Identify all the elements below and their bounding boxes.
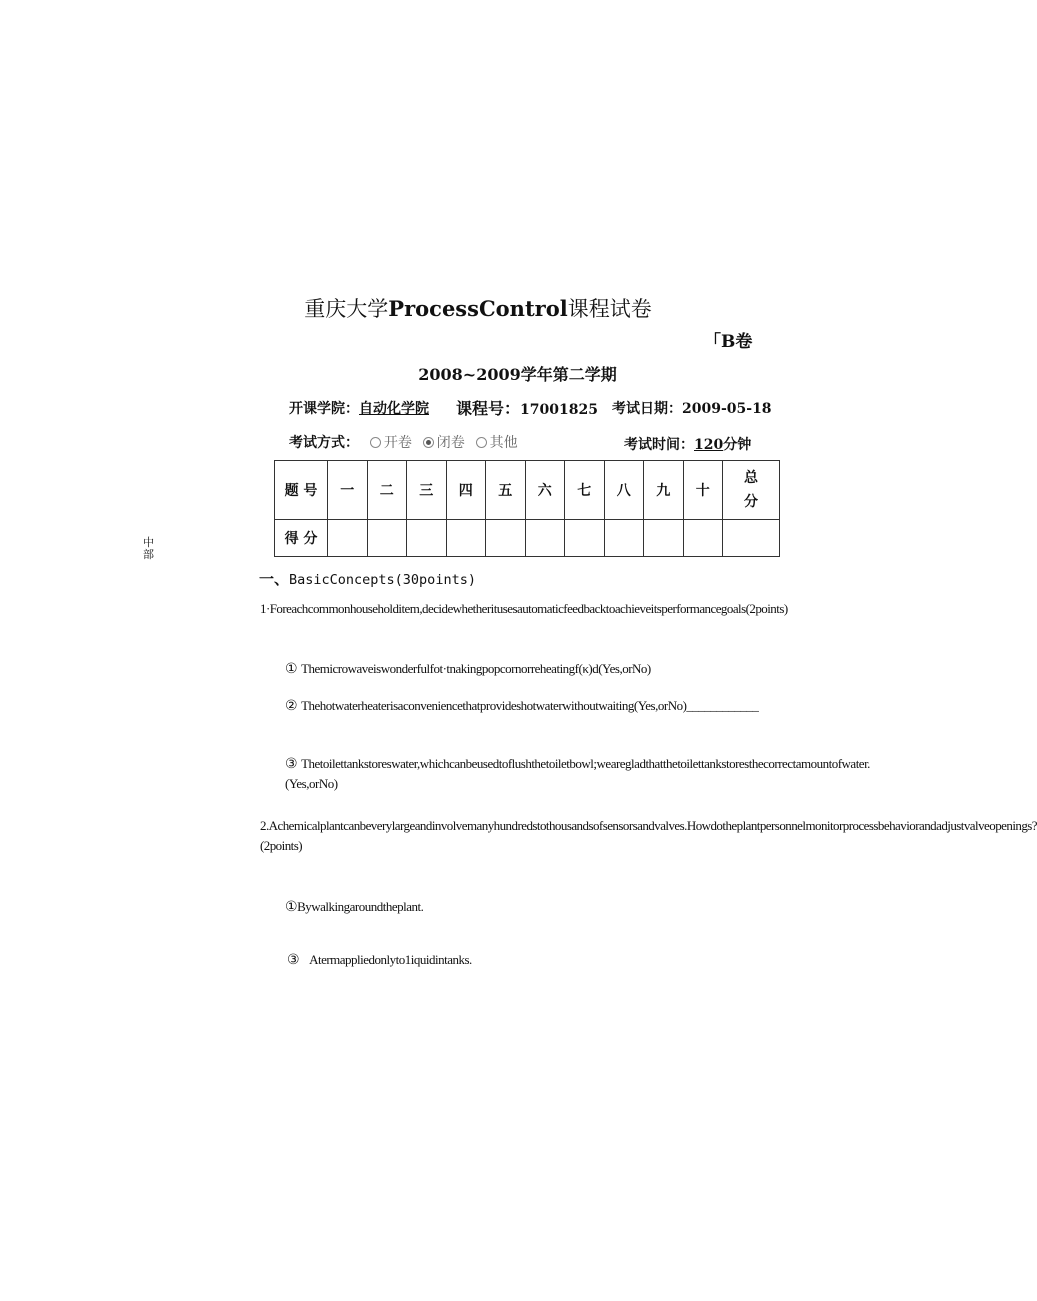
q2-item-1: ①Bywalkingaroundtheplant. — [285, 899, 424, 915]
college-value: 自动化学院 — [359, 401, 429, 417]
question-1: 1·Foreachcommonhouseholditem,decidewhetheritusesautomaticfeedbacktoachieveitsperformancegoals(2points) — [260, 601, 788, 616]
col-8: 八 — [604, 461, 644, 520]
total-label: 总 分 — [723, 461, 780, 520]
section-heading: 一、BasicConcepts(30points) — [259, 570, 476, 588]
score-row — [275, 520, 780, 557]
col-4: 四 — [446, 461, 486, 520]
score-cell[interactable] — [604, 520, 644, 557]
score-cell[interactable] — [525, 520, 565, 557]
score-cell-total[interactable] — [723, 520, 780, 557]
margin-note: 中部 — [143, 536, 154, 561]
exam-date-info: 考试日期：2009-05-18 — [612, 401, 772, 417]
score-cell[interactable] — [328, 520, 368, 557]
score-cell[interactable] — [683, 520, 723, 557]
exam-time-info: 考试时间：120分钟 — [624, 437, 752, 453]
question-2: 2.Achemicalplantcanbeverylargeandinvolvemanyhundredstothousandsofsensorsandvalves.Howdotheplantpersonnelmonitorprocessbehaviorandadjustvalveopenings?(2points) — [260, 818, 1037, 853]
score-label: 得 分 — [275, 520, 328, 557]
col-7: 七 — [565, 461, 605, 520]
q2-item-3: ③ Atermappliedonlyto1iquidintanks. — [287, 952, 472, 968]
col-1: 一 — [328, 461, 368, 520]
col-6: 六 — [525, 461, 565, 520]
radio-closed-book[interactable] — [423, 437, 434, 448]
q1-item-3: ③ Thetoilettankstoreswater,whichcanbeusedtoflushthetoiletbowl;wearegladthatthetoilettankstoresthecorrectamountofwater.(Yes,orNo) — [285, 756, 870, 791]
col-5: 五 — [486, 461, 526, 520]
question-number-label: 题 号 — [275, 461, 328, 520]
exam-time-value: 120 — [694, 437, 724, 453]
score-cell[interactable] — [407, 520, 447, 557]
course-no-info: 课程号：17001825 — [456, 399, 598, 418]
term: 2008~2009学年第二学期 — [418, 365, 617, 384]
radio-other[interactable] — [476, 437, 487, 448]
title-university: 重庆大学 — [304, 297, 389, 321]
score-cell[interactable] — [565, 520, 605, 557]
q1-item-2: ② Thehotwaterheaterisaconveniencethatprovideshotwaterwithoutwaiting(Yes,orNo)____________ — [285, 698, 759, 714]
exam-title — [0, 293, 920, 323]
college-info: 开课学院：自动化学院 — [289, 401, 429, 417]
col-2: 二 — [367, 461, 407, 520]
score-cell[interactable] — [367, 520, 407, 557]
score-table — [274, 460, 780, 557]
paper-type: 「B卷 — [704, 332, 753, 352]
title-course: ProcessControl — [388, 296, 568, 321]
col-10: 十 — [683, 461, 723, 520]
q1-item-1: ① Themicrowaveiswonderfulfot·tnakingpopcornorreheatingf(κ)d(Yes,orNo) — [285, 661, 651, 677]
col-9: 九 — [644, 461, 684, 520]
radio-open-book[interactable] — [370, 437, 381, 448]
exam-mode-info: 考试方式： 开卷 闭卷 其他 — [289, 435, 518, 451]
question-number-row — [275, 461, 780, 520]
exam-date-value: 2009-05-18 — [682, 401, 772, 417]
title-suffix: 课程试卷 — [567, 297, 652, 321]
score-cell[interactable] — [486, 520, 526, 557]
score-cell[interactable] — [644, 520, 684, 557]
course-no-value: 17001825 — [520, 402, 598, 418]
col-3: 三 — [407, 461, 447, 520]
score-cell[interactable] — [446, 520, 486, 557]
